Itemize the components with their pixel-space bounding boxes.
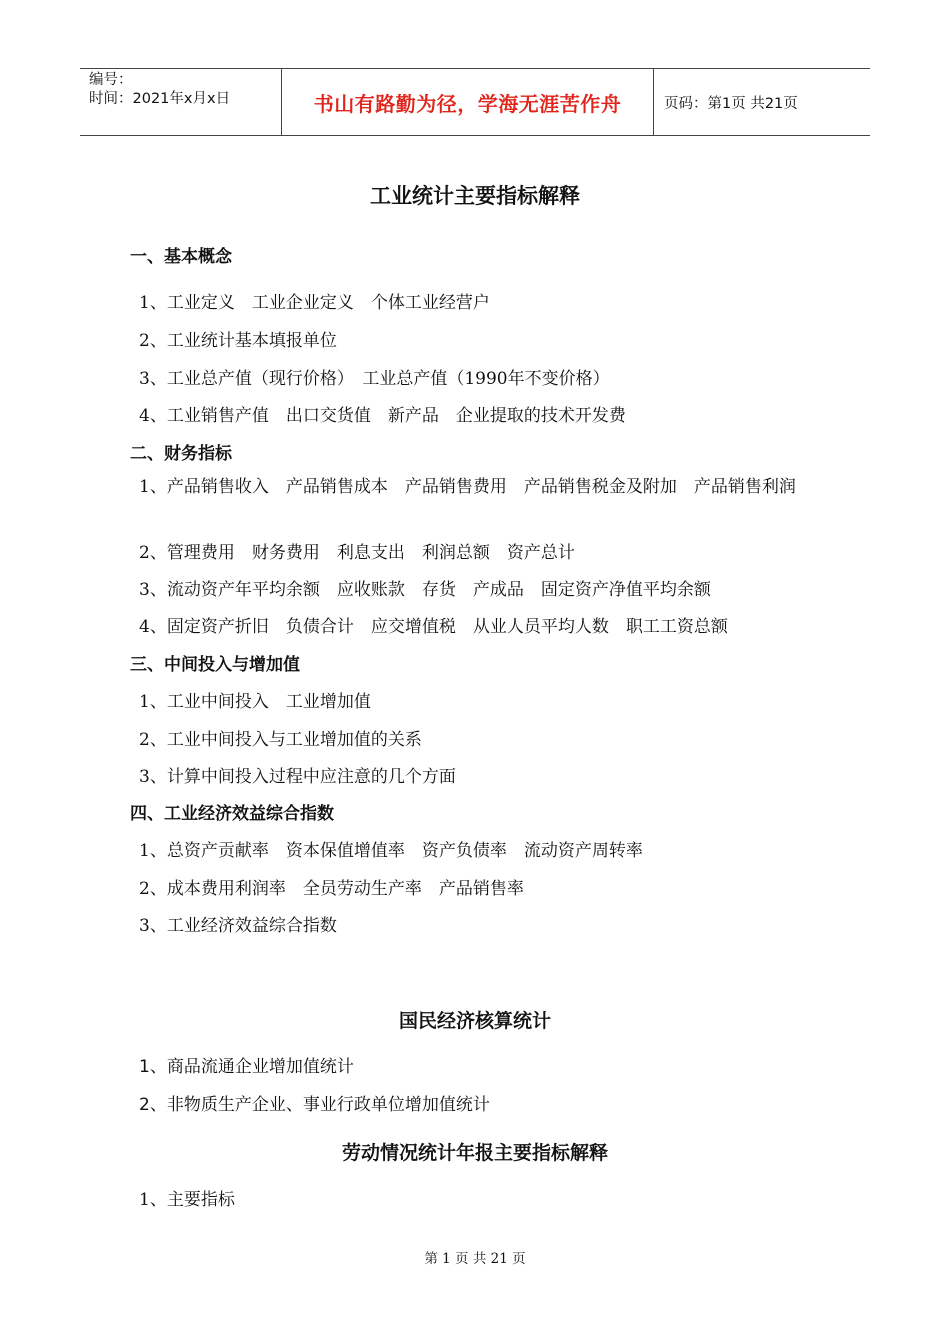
section-heading: 一、基本概念	[130, 247, 232, 267]
section-heading: 二、财务指标	[130, 444, 232, 464]
header-motto: 书山有路勤为径，学海无涯苦作舟	[281, 69, 654, 135]
list-item: 3、流动资产年平均余额 应收账款 存货 产成品 固定资产净值平均余额	[139, 580, 711, 600]
list-item: 2、工业中间投入与工业增加值的关系	[139, 730, 422, 750]
list-item: 1、主要指标	[139, 1190, 235, 1210]
document-time: 时间：2021年x月x日	[89, 91, 231, 107]
header-page-count: 页码：第1页 共21页	[664, 95, 798, 112]
list-item: 2、非物质生产企业、事业行政单位增加值统计	[139, 1095, 490, 1115]
document-number: 编号：	[89, 72, 133, 88]
section-title: 国民经济核算统计	[398, 1010, 551, 1032]
list-item: 1、商品流通企业增加值统计	[139, 1057, 354, 1077]
list-item: 3、计算中间投入过程中应注意的几个方面	[139, 767, 456, 787]
list-item: 3、工业经济效益综合指数	[139, 916, 337, 936]
list-item: 4、固定资产折旧 负债合计 应交增值税 从业人员平均人数 职工工资总额	[139, 617, 728, 637]
list-item: 1、工业中间投入 工业增加值	[139, 692, 371, 712]
section-heading: 四、工业经济效益综合指数	[130, 804, 334, 824]
list-item: 2、成本费用利润率 全员劳动生产率 产品销售率	[139, 879, 524, 899]
list-item: 1、产品销售收入 产品销售成本 产品销售费用 产品销售税金及附加 产品销售利润	[139, 477, 796, 497]
list-item: 1、总资产贡献率 资本保值增值率 资产负债率 流动资产周转率	[139, 841, 643, 861]
page-header	[80, 68, 870, 136]
list-item: 3、工业总产值（现行价格） 工业总产值（1990年不变价格）	[139, 369, 610, 389]
section-title: 劳动情况统计年报主要指标解释	[341, 1142, 608, 1164]
header-info	[80, 69, 281, 135]
list-item: 2、管理费用 财务费用 利息支出 利润总额 资产总计	[139, 543, 575, 563]
section-heading: 三、中间投入与增加值	[130, 655, 300, 675]
list-item: 2、工业统计基本填报单位	[139, 331, 337, 351]
list-item: 1、工业定义 工业企业定义 个体工业经营户	[139, 293, 490, 313]
list-item: 4、工业销售产值 出口交货值 新产品 企业提取的技术开发费	[139, 406, 626, 426]
page-footer: 第 1 页 共 21 页	[424, 1251, 526, 1267]
main-title: 工业统计主要指标解释	[370, 184, 580, 208]
